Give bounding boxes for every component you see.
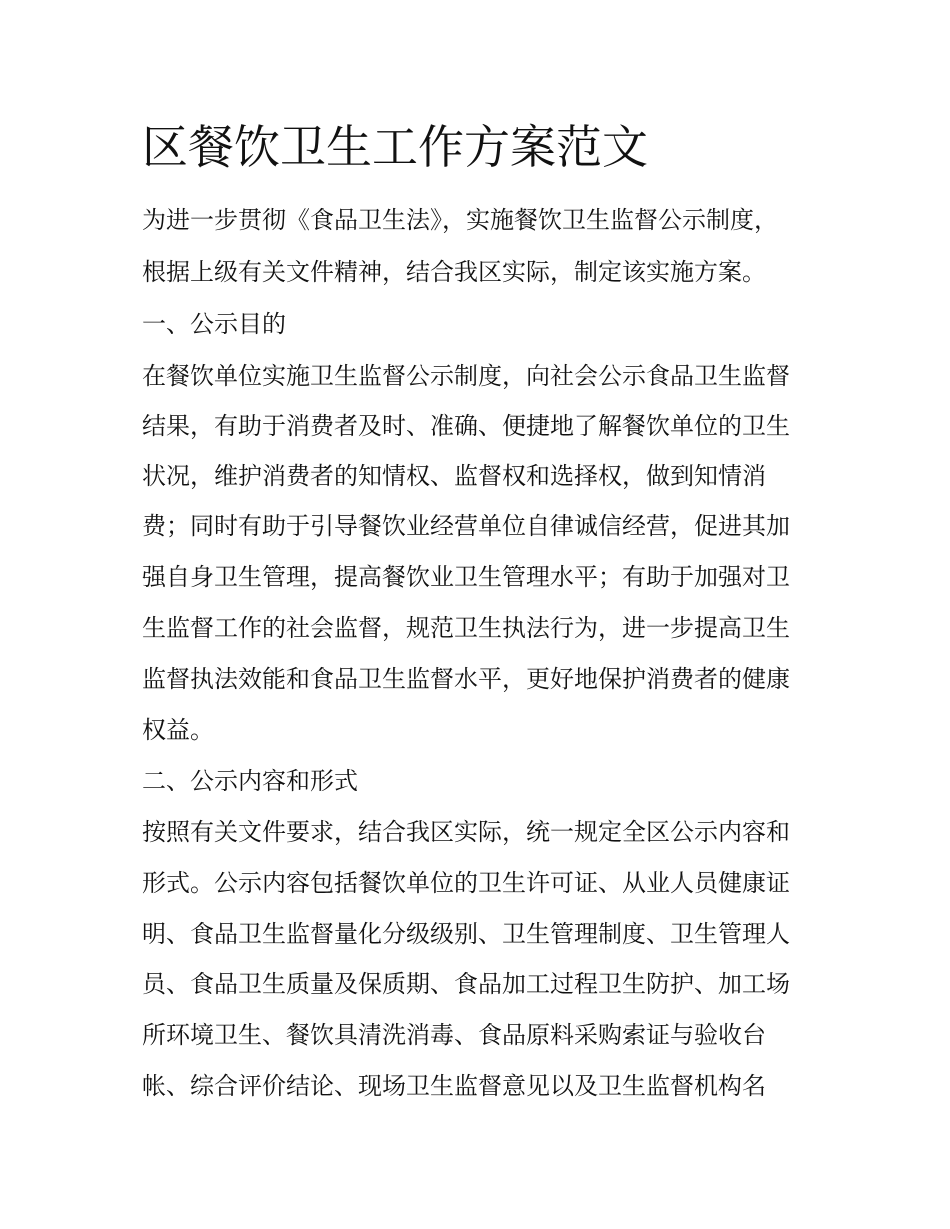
paragraph-line: 生监督工作的社会监督，规范卫生执法行为，进一步提高卫生 [142,614,790,642]
paragraph-line: 费；同时有助于引导餐饮业经营单位自律诚信经营，促进其加 [142,512,790,540]
paragraph-line: 在餐饮单位实施卫生监督公示制度，向社会公示食品卫生监督 [142,362,790,390]
paragraph-line: 帐、综合评价结论、现场卫生监督意见以及卫生监督机构名 [142,1072,766,1100]
paragraph-line: 监督执法效能和食品卫生监督水平，更好地保护消费者的健康 [142,665,790,693]
section-heading: 二、公示内容和形式 [142,767,358,795]
paragraph-line: 为进一步贯彻《食品卫生法》，实施餐饮卫生监督公示制度， [142,206,778,234]
paragraph-line: 权益。 [142,716,214,744]
paragraph-line: 形式。公示内容包括餐饮单位的卫生许可证、从业人员健康证 [142,869,790,897]
paragraph-line: 明、食品卫生监督量化分级级别、卫生管理制度、卫生管理人 [142,920,790,948]
document-title: 区餐饮卫生工作方案范文 [142,120,648,174]
paragraph-line: 根据上级有关文件精神，结合我区实际，制定该实施方案。 [142,258,766,286]
paragraph-line: 状况，维护消费者的知情权、监督权和选择权，做到知情消 [142,462,766,490]
paragraph-line: 所环境卫生、餐饮具清洗消毒、食品原料采购索证与验收台 [142,1021,766,1049]
paragraph-line: 按照有关文件要求，结合我区实际，统一规定全区公示内容和 [142,818,790,846]
paragraph-line: 强自身卫生管理，提高餐饮业卫生管理水平；有助于加强对卫 [142,563,790,591]
paragraph-line: 结果，有助于消费者及时、准确、便捷地了解餐饮单位的卫生 [142,412,790,440]
paragraph-line: 员、食品卫生质量及保质期、食品加工过程卫生防护、加工场 [142,970,790,998]
section-heading: 一、公示目的 [142,310,286,338]
